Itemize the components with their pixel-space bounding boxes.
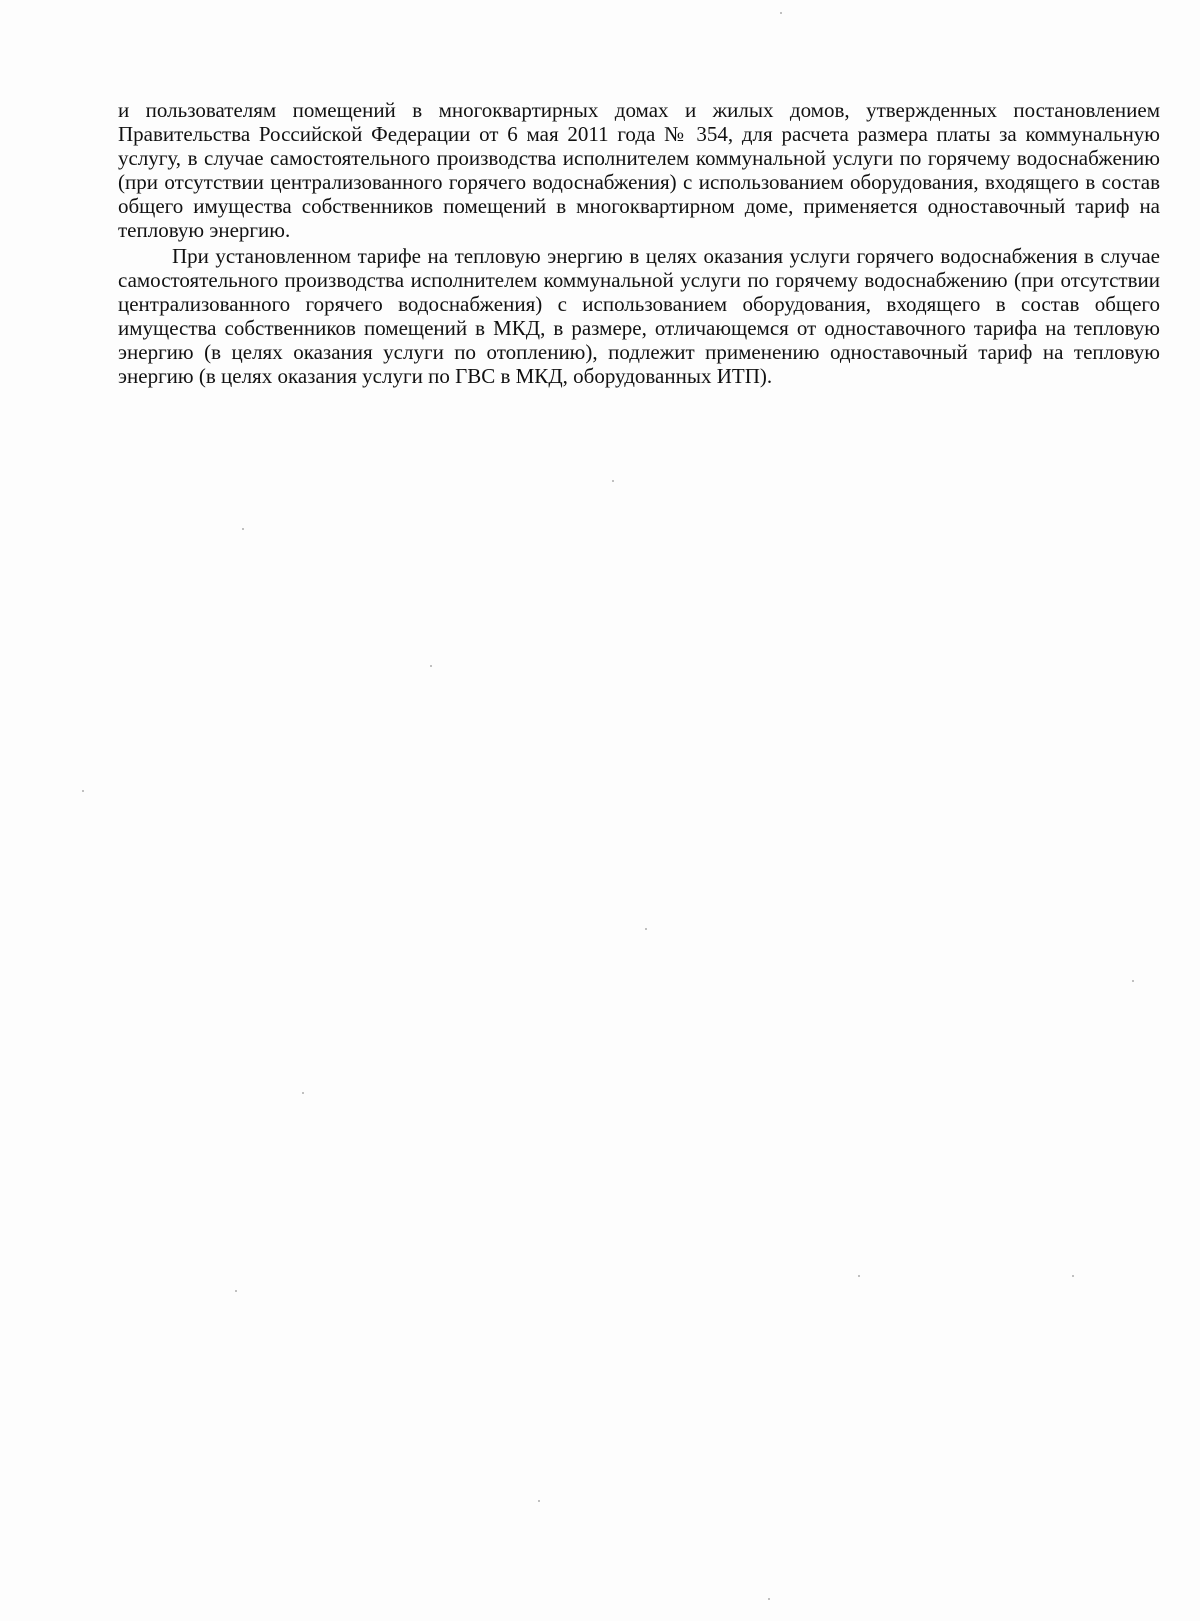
scan-speck	[242, 528, 244, 530]
scan-speck	[858, 1275, 860, 1277]
document-body	[118, 98, 1160, 388]
scan-speck	[82, 790, 84, 792]
paragraph-1: и пользователям помещений в многоквартирных домах и жилых домов, утвержденных постановлением Правительства Российской Федерации от 6 мая 2011 года № 354, для расчета размера платы за коммунальную услугу, в случае самостоятельного производства исполнителем коммунальной услуги по горячему водоснабжению (при отсутствии централизованного горячего водоснабжения) с использованием оборудования, входящего в состав общего имущества собственников помещений в многоквартирном доме, применяется одноставочный тариф на тепловую энергию.	[118, 98, 1160, 242]
paragraph-2: При установленном тарифе на тепловую энергию в целях оказания услуги горячего водоснабжения в случае самостоятельного производства исполнителем коммунальной услуги по горячему водоснабжению (при отсутствии централизованного горячего водоснабжения) с использованием оборудования, входящего в состав общего имущества собственников помещений в МКД, в размере, отличающемся от одноставочного тарифа на тепловую энергию (в целях оказания услуги по отоплению), подлежит применению одноставочный тариф на тепловую энергию (в целях оказания услуги по ГВС в МКД, оборудованных ИТП).	[118, 244, 1160, 388]
scan-speck	[430, 665, 432, 667]
scan-speck	[1132, 980, 1134, 982]
scan-speck	[235, 1290, 237, 1292]
scan-speck	[645, 928, 647, 930]
scan-speck	[612, 480, 614, 482]
scan-speck	[538, 1500, 540, 1502]
scan-speck	[780, 12, 782, 14]
scan-speck	[302, 1092, 304, 1094]
scan-speck	[1072, 1275, 1074, 1277]
scan-speck	[768, 1598, 770, 1600]
